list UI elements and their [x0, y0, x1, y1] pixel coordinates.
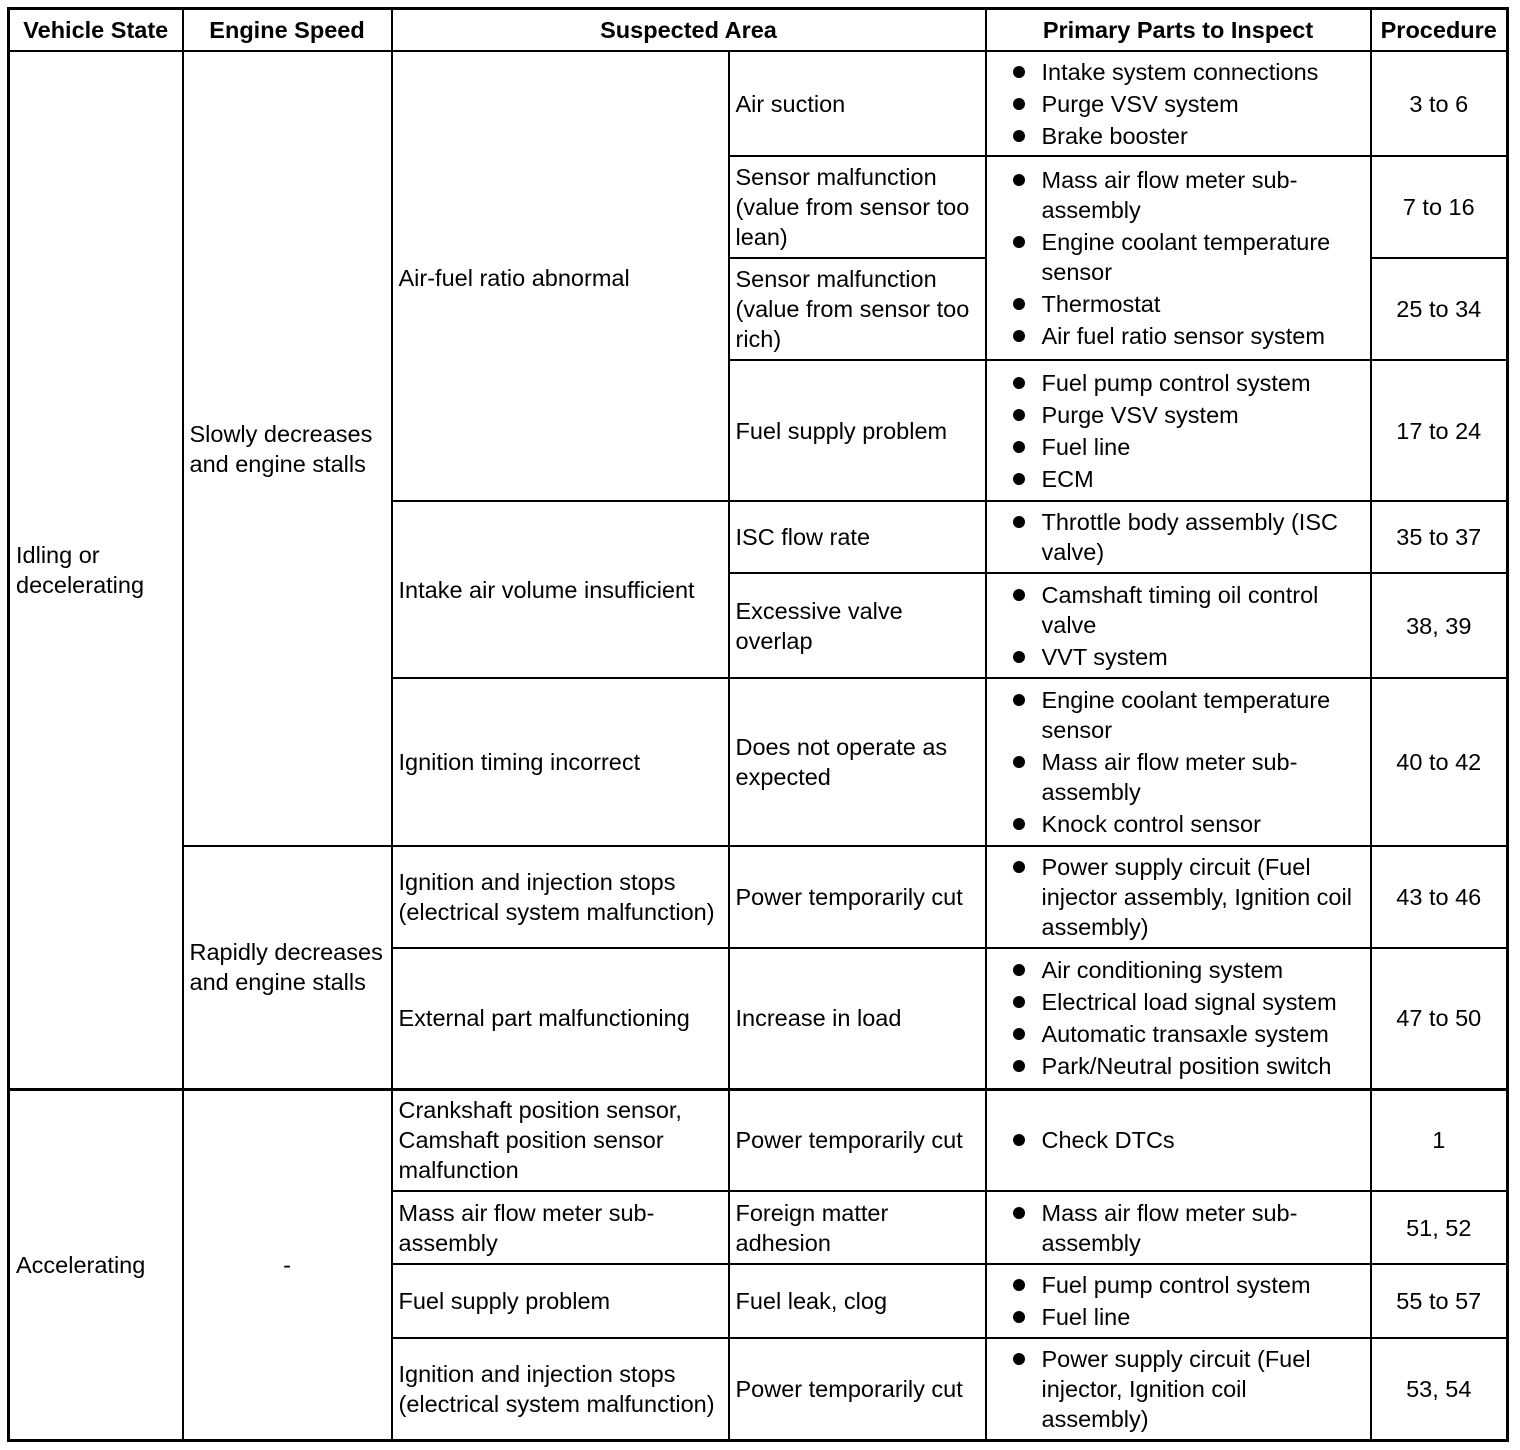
- vehicle-state-cell: Accelerating: [9, 1089, 183, 1440]
- suspected-detail-cell: Power temporarily cut: [729, 1089, 986, 1191]
- suspected-detail-cell: Fuel supply problem: [729, 360, 986, 501]
- list-item: Mass air flow meter sub-assembly: [993, 1198, 1364, 1258]
- procedure-cell: 51, 52: [1371, 1191, 1508, 1264]
- table-row: [9, 846, 1508, 948]
- procedure-cell: 7 to 16: [1371, 156, 1508, 258]
- list-item: Mass air flow meter sub-assembly: [993, 165, 1364, 225]
- table-row: [9, 51, 1508, 156]
- suspected-detail-cell: Increase in load: [729, 948, 986, 1089]
- engine-speed-cell: Slowly decreases and engine stalls: [183, 51, 392, 846]
- procedure-cell: 53, 54: [1371, 1338, 1508, 1440]
- parts-cell: [986, 1338, 1371, 1440]
- list-item: Camshaft timing oil control valve: [993, 580, 1364, 640]
- header-procedure: Procedure: [1371, 9, 1508, 52]
- parts-list: [993, 368, 1364, 494]
- header-engine-speed: Engine Speed: [183, 9, 392, 52]
- parts-list: [993, 955, 1364, 1081]
- list-item: Throttle body assembly (ISC valve): [993, 507, 1364, 567]
- list-item: Automatic transaxle system: [993, 1019, 1364, 1049]
- list-item: Engine coolant temperature sensor: [993, 227, 1364, 287]
- suspected-detail-cell: Fuel leak, clog: [729, 1264, 986, 1338]
- suspected-detail-cell: ISC flow rate: [729, 501, 986, 573]
- header-primary-parts: Primary Parts to Inspect: [986, 9, 1371, 52]
- list-item: Fuel line: [993, 432, 1364, 462]
- parts-cell: [986, 501, 1371, 573]
- suspected-detail-cell: Excessive valve overlap: [729, 573, 986, 678]
- parts-list: [993, 57, 1364, 151]
- list-item: Purge VSV system: [993, 89, 1364, 119]
- parts-cell: [986, 1264, 1371, 1338]
- list-item: Power supply circuit (Fuel injector, Ignition coil assembly): [993, 1344, 1364, 1434]
- parts-cell: [986, 948, 1371, 1089]
- parts-list: [993, 685, 1364, 839]
- parts-list: [993, 507, 1364, 567]
- parts-cell: [986, 1191, 1371, 1264]
- procedure-cell: 40 to 42: [1371, 678, 1508, 846]
- parts-cell: [986, 51, 1371, 156]
- list-item: Brake booster: [993, 121, 1364, 151]
- list-item: Power supply circuit (Fuel injector assembly, Ignition coil assembly): [993, 852, 1364, 942]
- list-item: Engine coolant temperature sensor: [993, 685, 1364, 745]
- parts-cell: [986, 1089, 1371, 1191]
- table-row: [9, 1089, 1508, 1191]
- list-item: Fuel line: [993, 1302, 1364, 1332]
- list-item: Check DTCs: [993, 1125, 1364, 1155]
- list-item: Fuel pump control system: [993, 1270, 1364, 1300]
- list-item: VVT system: [993, 642, 1364, 672]
- header-suspected-area: Suspected Area: [392, 9, 986, 52]
- suspected-area-cell: Fuel supply problem: [392, 1264, 729, 1338]
- parts-list: [993, 1198, 1364, 1258]
- parts-list: [993, 580, 1364, 672]
- list-item: Purge VSV system: [993, 400, 1364, 430]
- procedure-cell: 55 to 57: [1371, 1264, 1508, 1338]
- list-item: Air conditioning system: [993, 955, 1364, 985]
- suspected-area-cell: Mass air flow meter sub-assembly: [392, 1191, 729, 1264]
- procedure-cell: 17 to 24: [1371, 360, 1508, 501]
- procedure-cell: 38, 39: [1371, 573, 1508, 678]
- suspected-area-cell: Crankshaft position sensor, Camshaft position sensor malfunction: [392, 1089, 729, 1191]
- list-item: Mass air flow meter sub-assembly: [993, 747, 1364, 807]
- suspected-detail-cell: Air suction: [729, 51, 986, 156]
- list-item: Park/Neutral position switch: [993, 1051, 1364, 1081]
- suspected-area-cell: Ignition timing incorrect: [392, 678, 729, 846]
- list-item: Fuel pump control system: [993, 368, 1364, 398]
- suspected-detail-cell: Sensor malfunction (value from sensor too rich): [729, 258, 986, 360]
- list-item: Electrical load signal system: [993, 987, 1364, 1017]
- parts-list: [993, 852, 1364, 942]
- troubleshooting-table-container: [7, 7, 1509, 1442]
- list-item: ECM: [993, 464, 1364, 494]
- parts-list: [993, 1344, 1364, 1434]
- parts-list: [993, 165, 1364, 351]
- procedure-cell: 1: [1371, 1089, 1508, 1191]
- parts-cell: [986, 678, 1371, 846]
- list-item: Thermostat: [993, 289, 1364, 319]
- parts-list: [993, 1270, 1364, 1332]
- suspected-area-cell: Ignition and injection stops (electrical system malfunction): [392, 1338, 729, 1440]
- procedure-cell: 25 to 34: [1371, 258, 1508, 360]
- suspected-area-cell: External part malfunctioning: [392, 948, 729, 1089]
- parts-cell: [986, 846, 1371, 948]
- suspected-area-cell: Air-fuel ratio abnormal: [392, 51, 729, 501]
- procedure-cell: 3 to 6: [1371, 51, 1508, 156]
- suspected-detail-cell: Power temporarily cut: [729, 1338, 986, 1440]
- suspected-area-cell: Ignition and injection stops (electrical system malfunction): [392, 846, 729, 948]
- header-row: [9, 9, 1508, 52]
- engine-speed-cell: Rapidly decreases and engine stalls: [183, 846, 392, 1089]
- suspected-detail-cell: Foreign matter adhesion: [729, 1191, 986, 1264]
- suspected-detail-cell: Power temporarily cut: [729, 846, 986, 948]
- procedure-cell: 47 to 50: [1371, 948, 1508, 1089]
- parts-cell: [986, 360, 1371, 501]
- procedure-cell: 43 to 46: [1371, 846, 1508, 948]
- list-item: Air fuel ratio sensor system: [993, 321, 1364, 351]
- procedure-cell: 35 to 37: [1371, 501, 1508, 573]
- suspected-detail-cell: Sensor malfunction (value from sensor too lean): [729, 156, 986, 258]
- parts-cell: [986, 156, 1371, 360]
- header-vehicle-state: Vehicle State: [9, 9, 183, 52]
- engine-speed-cell: -: [183, 1089, 392, 1440]
- vehicle-state-cell: Idling or decelerating: [9, 51, 183, 1089]
- parts-list: [993, 1125, 1364, 1155]
- list-item: Intake system connections: [993, 57, 1364, 87]
- suspected-area-cell: Intake air volume insufficient: [392, 501, 729, 678]
- parts-cell: [986, 573, 1371, 678]
- list-item: Knock control sensor: [993, 809, 1364, 839]
- troubleshooting-table: [7, 7, 1509, 1442]
- suspected-detail-cell: Does not operate as expected: [729, 678, 986, 846]
